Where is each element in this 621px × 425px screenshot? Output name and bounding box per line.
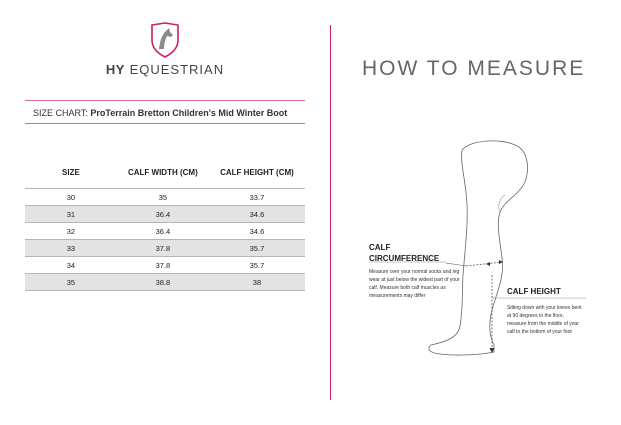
size-chart-label: SIZE CHART:: [33, 108, 88, 118]
cell-calf-height: 35.7: [209, 257, 305, 274]
calf-circumference-title-line1: CALF: [369, 243, 391, 252]
cell-calf-width: 36.4: [117, 206, 209, 223]
brand-prefix: HY: [105, 62, 125, 77]
calf-circumference-title-line2: CIRCUMFERENCE: [369, 254, 440, 263]
cell-calf-height: 34.6: [209, 206, 305, 223]
cell-calf-height: 33.7: [209, 189, 305, 206]
calf-circumference-description: Measure over your normal socks and leg wear at just below the widest part of your calf. Measure both calf muscles as measurements may differ: [369, 269, 460, 299]
cell-calf-height: 34.6: [209, 223, 305, 240]
header-calf-width: CALF WIDTH (CM): [127, 167, 198, 177]
cell-size: 32: [25, 223, 117, 240]
brand-name: EQUESTRIAN: [129, 62, 225, 77]
calf-circumference-title: [369, 242, 439, 264]
cell-calf-width: 36.4: [117, 223, 209, 240]
cell-calf-height: 35.7: [209, 240, 305, 257]
calf-height-description: Sitting down with your knees bent at 90 degrees to the floor, measure from the middle of your calf to the bottom of your foot: [507, 305, 582, 335]
cell-size: 34: [25, 257, 117, 274]
cell-calf-height: 38: [209, 274, 305, 291]
how-to-measure-title: HOW TO MEASURE: [362, 57, 586, 80]
cell-calf-width: 37.8: [117, 257, 209, 274]
cell-size: 35: [25, 274, 117, 291]
cell-size: 33: [25, 240, 117, 257]
cell-calf-width: 38.8: [117, 274, 209, 291]
size-chart-product: ProTerrain Bretton Children's Mid Winter Boot: [90, 108, 288, 118]
calf-height-title: CALF HEIGHT: [507, 287, 561, 296]
header-size: SIZE: [62, 167, 80, 177]
cell-size: 30: [25, 189, 117, 206]
cell-calf-width: 35: [117, 189, 209, 206]
cell-size: 31: [25, 206, 117, 223]
cell-calf-width: 37.8: [117, 240, 209, 257]
header-calf-height: CALF HEIGHT (CM): [220, 167, 294, 177]
